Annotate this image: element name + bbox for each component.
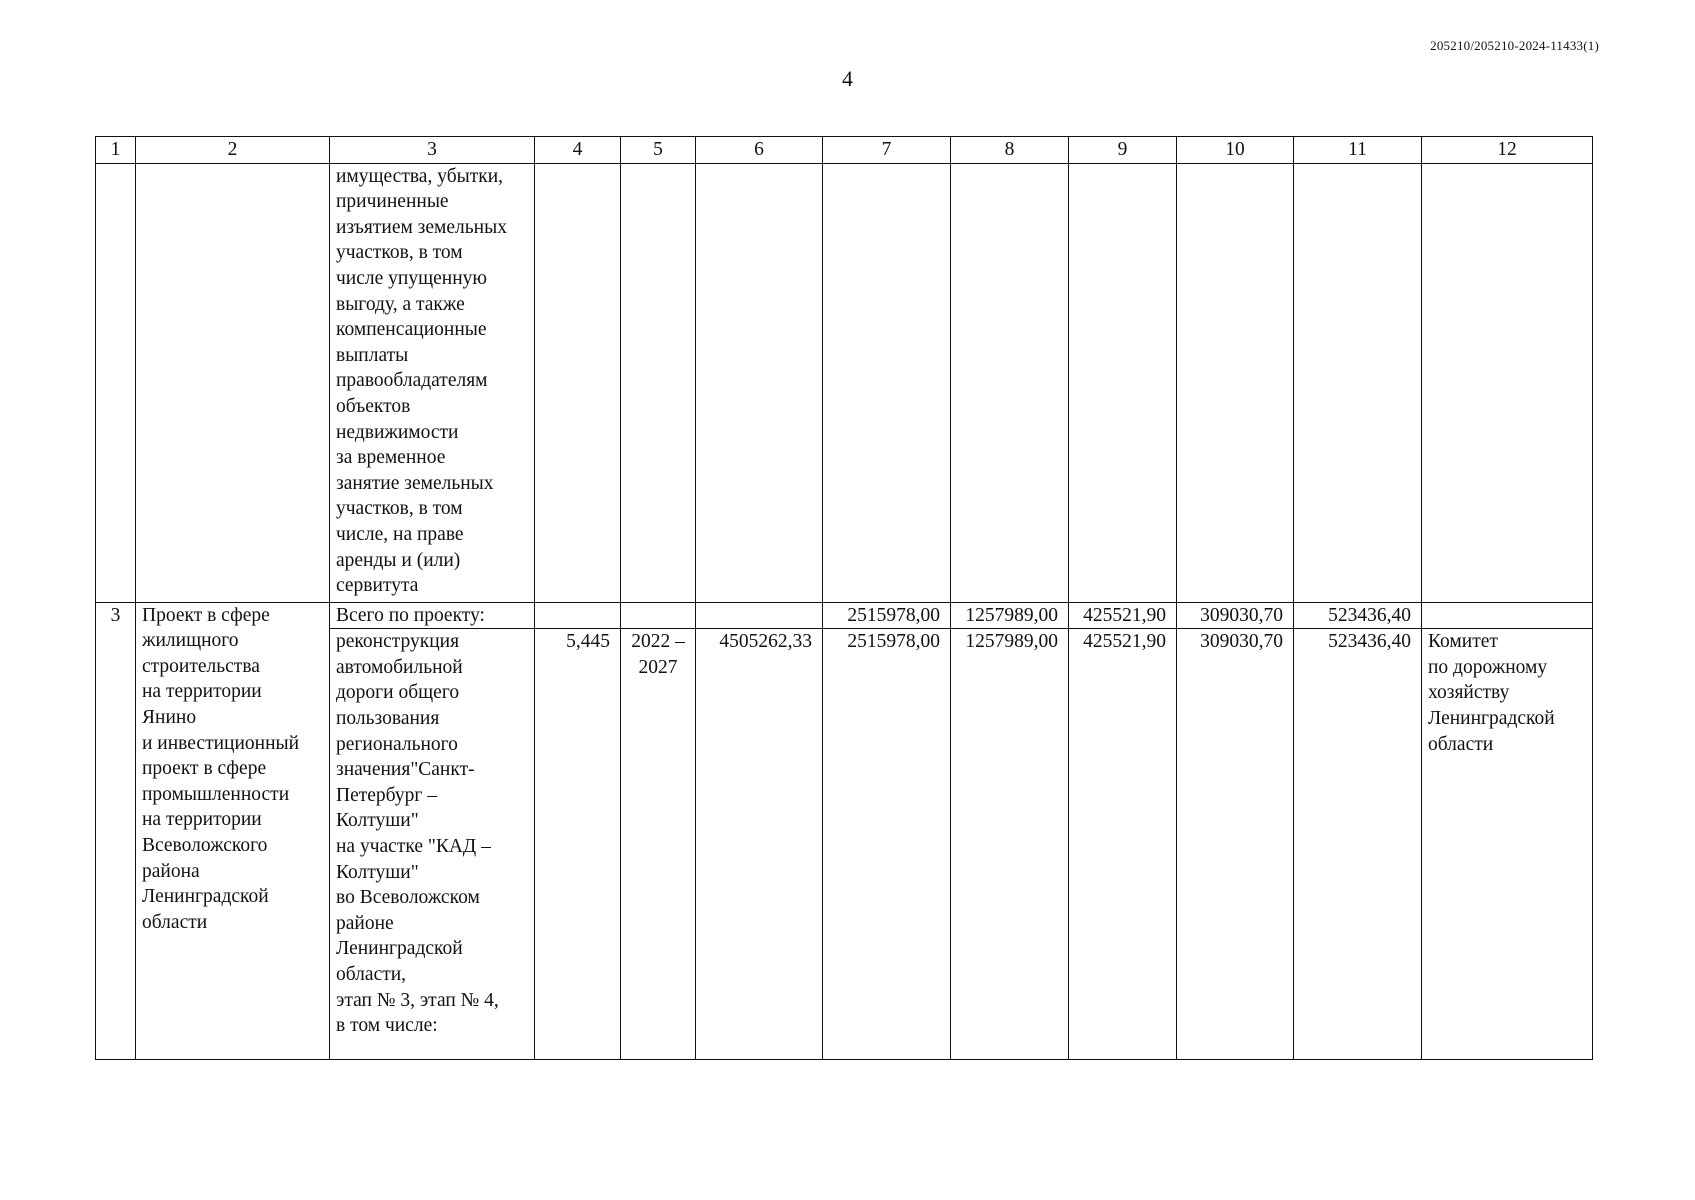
header-cell-2: 2 [136, 137, 330, 164]
table-header-row [96, 137, 1593, 164]
cont-cell-3-description: имущества, убытки, причиненные изъятием земельных участков, в том числе упущенную выгоду, а также компенсационные выплаты правообладателям объектов недвижимости за временное занятие земельных участков, в том числе, на праве аренды и (или) сервитута [330, 163, 535, 602]
total-cell-9: 425521,90 [1069, 602, 1177, 629]
page-number: 4 [842, 66, 853, 91]
total-cell-5 [621, 602, 696, 629]
cont-cell-1 [96, 163, 136, 602]
detail-cell-11: 523436,40 [1294, 629, 1422, 1060]
total-cell-6 [696, 602, 823, 629]
total-label: Всего по проекту: [330, 602, 535, 629]
header-cell-11: 11 [1294, 137, 1422, 164]
header-cell-10: 10 [1177, 137, 1294, 164]
cont-cell-9 [1069, 163, 1177, 602]
cont-cell-7 [823, 163, 951, 602]
project-name: Проект в сфере жилищного строительства на территории Янино и инвестиционный проект в сфере промышленности на территории Всеволожского района Ленинградской области [136, 602, 330, 1060]
continuation-row [96, 163, 1593, 602]
total-cell-4 [535, 602, 621, 629]
header-cell-12: 12 [1422, 137, 1593, 164]
detail-cell-10: 309030,70 [1177, 629, 1294, 1060]
total-cell-11: 523436,40 [1294, 602, 1422, 629]
header-cell-7: 7 [823, 137, 951, 164]
detail-length: 5,445 [535, 629, 621, 1060]
detail-responsible: Комитет по дорожному хозяйству Ленинградской области [1422, 629, 1593, 1060]
header-cell-9: 9 [1069, 137, 1177, 164]
document-id: 205210/205210-2024-11433(1) [1430, 38, 1599, 53]
detail-description: реконструкция автомобильной дороги общего пользования регионального значения"Санкт- Петербург – Колтуши" на участке "КАД – Колтуши" во Всеволожском районе Ленинградской области, этап № 3, этап № 4, в том числе: [330, 629, 535, 1060]
cont-cell-4 [535, 163, 621, 602]
row-number: 3 [96, 602, 136, 1060]
header-cell-4: 4 [535, 137, 621, 164]
header-cell-3: 3 [330, 137, 535, 164]
detail-cell-6: 4505262,33 [696, 629, 823, 1060]
total-cell-8: 1257989,00 [951, 602, 1069, 629]
detail-period: 2022 – 2027 [621, 629, 696, 1060]
header-cell-5: 5 [621, 137, 696, 164]
cont-cell-11 [1294, 163, 1422, 602]
total-cell-12 [1422, 602, 1593, 629]
cont-cell-6 [696, 163, 823, 602]
cont-cell-5 [621, 163, 696, 602]
cont-cell-8 [951, 163, 1069, 602]
budget-table [95, 136, 1593, 1060]
header-cell-8: 8 [951, 137, 1069, 164]
detail-cell-7: 2515978,00 [823, 629, 951, 1060]
total-cell-7: 2515978,00 [823, 602, 951, 629]
header-cell-6: 6 [696, 137, 823, 164]
total-cell-10: 309030,70 [1177, 602, 1294, 629]
cont-cell-2 [136, 163, 330, 602]
cont-cell-10 [1177, 163, 1294, 602]
detail-cell-9: 425521,90 [1069, 629, 1177, 1060]
detail-cell-8: 1257989,00 [951, 629, 1069, 1060]
project-total-row [96, 602, 1593, 629]
cont-cell-12 [1422, 163, 1593, 602]
header-cell-1: 1 [96, 137, 136, 164]
